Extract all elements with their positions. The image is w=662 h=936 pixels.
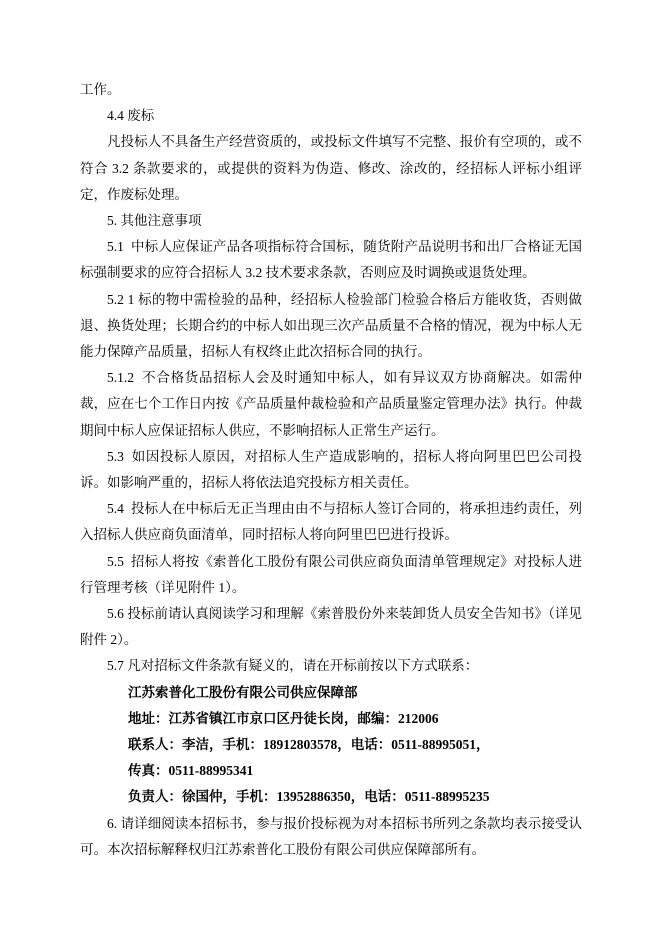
clause-6: 6. 请详细阅读本招标书，参与报价投标视为对本招标书所列之条款均表示接受认可。本次招标解释权归江苏索普化工股份有限公司供应保障部所有。 <box>80 815 582 857</box>
contact-address: 地址：江苏省镇江市京口区丹徒长岗，邮编：212006 <box>128 710 439 726</box>
clause-5-1-2: 5.1.2 不合格货品招标人会及时通知中标人，如有异议双方协商解决。如需仲裁，应在七个工作日内按《产品质量仲裁检验和产品质量鉴定管理办法》执行。仲裁期间中标人应保证招标人供应，不影响招标人正常生产运行。 <box>80 370 582 438</box>
clause-5-4: 5.4 投标人在中标后无正当理由由不与招标人签订合同的，将承担违约责任，列入招标人供应商负面清单，同时招标人将向阿里巴巴进行投诉。 <box>80 501 582 543</box>
clause-5-7: 5.7 凡对招标文件条款有疑义的，请在开标前按以下方式联系： <box>107 658 479 674</box>
heading-5: 5. 其他注意事项 <box>107 213 202 229</box>
clause-5-6: 5.6 投标前请认真阅读学习和理解《索普股份外来装卸货人员安全告知书》（详见附件 2）。 <box>80 606 582 648</box>
clause-5-5: 5.5 招标人将按《索普化工股份有限公司供应商负面清单管理规定》对投标人进行管理考核（详见附件 1）。 <box>80 553 582 595</box>
heading-4-4: 4.4 废标 <box>107 108 155 124</box>
clause-4-4-body: 凡投标人不具备生产经营资质的，或投标文件填写不完整、报价有空项的，或不符合 3.2 条款要求的，或提供的资料为伪造、修改、涂改的，经招标人评标小组评定，作废标处理。 <box>80 134 582 202</box>
contact-company: 江苏索普化工股份有限公司供应保障部 <box>128 684 358 700</box>
clause-5-1: 5.1 中标人应保证产品各项指标符合国标，随货附产品说明书和出厂合格证无国标强制要求的应符合招标人 3.2 技术要求条款，否则应及时调换或退货处理。 <box>80 239 582 281</box>
para-continuation-top: 工作。 <box>80 82 121 97</box>
clause-5-3: 5.3 如因投标人原因，对招标人生产造成影响的，招标人将向阿里巴巴公司投诉。如影响严重的，招标人将依法追究投标方相关责任。 <box>80 448 582 491</box>
document-content <box>80 77 582 863</box>
contact-person: 联系人：李洁，手机：18912803578，电话：0511-88995051， <box>128 737 490 753</box>
contact-manager: 负责人：徐国仲，手机：13952886350，电话：0511-88995235 <box>128 789 490 805</box>
clause-5-2-1: 5.2 1 标的物中需检验的品种，经招标人检验部门检验合格后方能收货，否则做退、换货处理；长期合约的中标人如出现三次产品质量不合格的情况，视为中标人无能力保障产品质量，招标人有权终止此次招标合同的执行。 <box>80 291 582 360</box>
contact-fax: 传真：0511-88995341 <box>128 763 254 779</box>
